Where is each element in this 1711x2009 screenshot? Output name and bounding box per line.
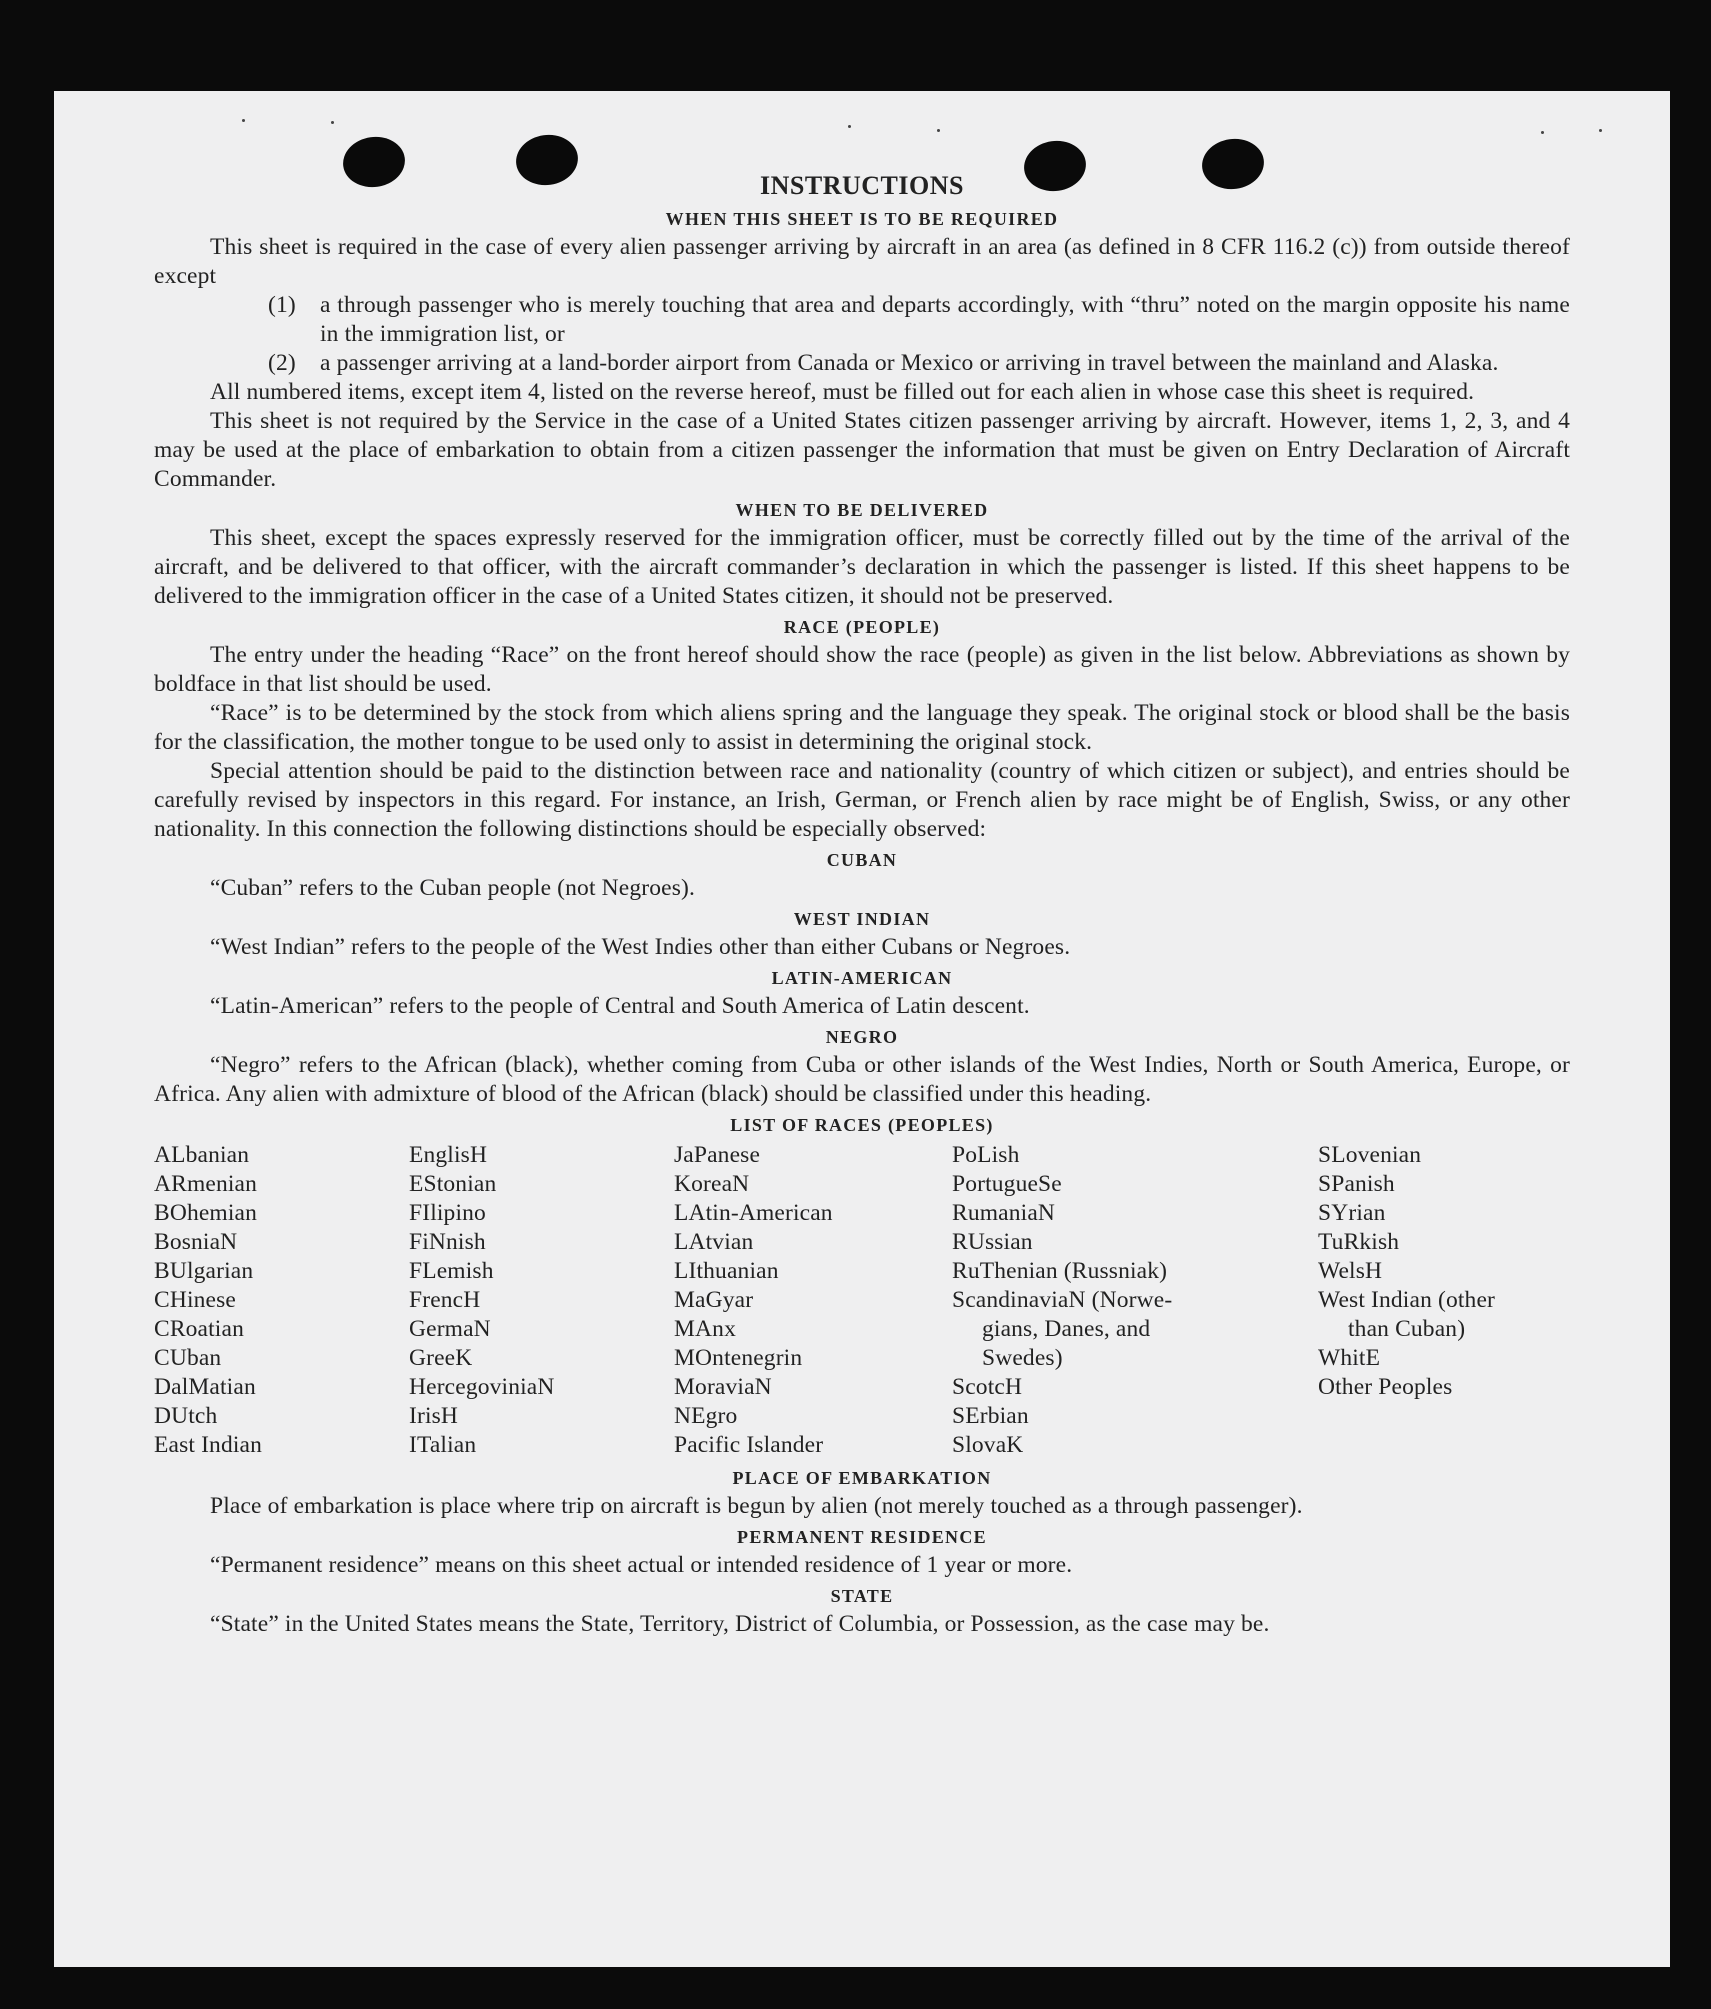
race-entry: DUtch [154, 1403, 218, 1429]
race-entry: CRoatian [154, 1316, 244, 1342]
race-entry: MaGyar [674, 1287, 754, 1313]
races-column [409, 1141, 674, 1460]
paragraph: This sheet, except the spaces expressly reserved for the immigration officer, must be correctly filled out by the time of the arrival of the aircraft, and be delivered to that officer, with the aircraft commander’s declaration in which the passenger is listed. If this sheet happens to be delivered to the immigration officer in the case of a United States citizen, it should not be preserved. [154, 525, 1570, 609]
races-column [674, 1141, 952, 1460]
paragraph: All numbered items, except item 4, listed on the reverse hereof, must be filled out for each alien in whose case this sheet is required. [210, 379, 1475, 405]
race-entry: RUssian [952, 1229, 1033, 1255]
speck [848, 125, 851, 128]
list-item [268, 349, 1570, 378]
race-entry: ScotcH [952, 1374, 1023, 1400]
paragraph: “Race” is to be determined by the stock from which aliens spring and the language they speak. The original stock or blood shall be the basis for the classification, the mother tongue to be used only to assist in determining the original stock. [154, 700, 1570, 755]
paragraph: This sheet is required in the case of every alien passenger arriving by aircraft in an area (as defined in 8 CFR 116.2 (c)) from outside thereof except [154, 234, 1570, 289]
page-title: INSTRUCTIONS [760, 171, 964, 200]
paragraph: “Latin-American” refers to the people of Central and South America of Latin descent. [210, 993, 1030, 1019]
section-heading: WHEN THIS SHEET IS TO BE REQUIRED [665, 209, 1059, 229]
item-number: (2) [268, 350, 296, 376]
paragraph: “Permanent residence” means on this sheet actual or intended residence of 1 year or more. [210, 1552, 1073, 1578]
race-entry: BUlgarian [154, 1258, 254, 1284]
races-list [154, 1141, 1570, 1460]
race-entry: CHinese [154, 1287, 236, 1313]
race-entry: LAtvian [674, 1229, 754, 1255]
section-heading: LIST OF RACES (PEOPLES) [730, 1115, 994, 1135]
race-entry: SErbian [952, 1403, 1029, 1429]
paragraph: “Cuban” refers to the Cuban people (not Negroes). [210, 875, 696, 901]
section-heading: PLACE OF EMBARKATION [732, 1468, 992, 1488]
race-entry: LIthuanian [674, 1258, 779, 1284]
race-entry: KoreaN [674, 1171, 750, 1197]
race-entry: Pacific Islander [674, 1432, 824, 1458]
race-entry: than Cuban) [1348, 1316, 1466, 1342]
race-entry: MOntenegrin [674, 1345, 803, 1371]
race-entry: PoLish [952, 1142, 1020, 1168]
races-column [154, 1141, 409, 1460]
race-entry: CUban [154, 1345, 222, 1371]
section-heading: STATE [830, 1586, 894, 1606]
item-text: a through passenger who is merely touching that area and departs accordingly, with “thru” noted on the margin opposite his name in the immigration list, or [320, 292, 1570, 347]
race-entry: WhitE [1318, 1345, 1381, 1371]
speck [242, 119, 245, 122]
race-entry: Swedes) [982, 1345, 1063, 1371]
section-heading: CUBAN [826, 850, 898, 870]
race-entry: East Indian [154, 1432, 263, 1458]
section-heading: NEGRO [825, 1027, 899, 1047]
item-number: (1) [268, 292, 296, 318]
paragraph: The entry under the heading “Race” on the front hereof should show the race (people) as given in the list below. Abbreviations as shown by boldface in that list should be used. [154, 642, 1570, 697]
race-entry: ITalian [409, 1432, 477, 1458]
race-entry: SPanish [1318, 1171, 1395, 1197]
race-entry: IrisH [409, 1403, 459, 1429]
paragraph: This sheet is not required by the Service in the case of a United States citizen passenger arriving by aircraft. However, items 1, 2, 3, and 4 may be used at the place of embarkation to obtain from a citizen passenger the information that must be given on Entry Declaration of Aircraft Commander. [154, 408, 1570, 492]
race-entry: EnglisH [409, 1142, 488, 1168]
race-entry: ARmenian [154, 1171, 258, 1197]
race-entry: MAnx [674, 1316, 736, 1342]
speck [1541, 131, 1544, 134]
race-entry: SLovenian [1318, 1142, 1422, 1168]
race-entry: BOhemian [154, 1200, 258, 1226]
race-entry: WelsH [1318, 1258, 1383, 1284]
race-entry: EStonian [409, 1171, 497, 1197]
speck [331, 121, 334, 124]
race-entry: MoraviaN [674, 1374, 772, 1400]
race-entry: GreeK [409, 1345, 473, 1371]
race-entry: gians, Danes, and [982, 1316, 1151, 1342]
document-sheet [54, 91, 1670, 1967]
race-entry: SlovaK [952, 1432, 1024, 1458]
race-entry: LAtin-American [674, 1200, 833, 1226]
races-column [1318, 1141, 1570, 1460]
races-column [952, 1141, 1318, 1460]
section-heading: WEST INDIAN [793, 909, 931, 929]
race-entry: NEgro [674, 1403, 738, 1429]
section-heading: PERMANENT RESIDENCE [737, 1527, 987, 1547]
race-entry: TuRkish [1318, 1229, 1400, 1255]
paragraph: Place of embarkation is place where trip on aircraft is begun by alien (not merely touched as a through passenger). [210, 1493, 1303, 1519]
instructions-text [154, 169, 1570, 1639]
paragraph: “State” in the United States means the State, Territory, District of Columbia, or Possession, as the case may be. [210, 1611, 1270, 1637]
race-entry: Other Peoples [1318, 1374, 1453, 1400]
race-entry: FIlipino [409, 1200, 486, 1226]
race-entry: DalMatian [154, 1374, 256, 1400]
speck [1599, 129, 1602, 132]
race-entry: ALbanian [154, 1142, 250, 1168]
paragraph: “West Indian” refers to the people of the West Indies other than either Cubans or Negroes. [210, 934, 1071, 960]
race-entry: FiNnish [409, 1229, 486, 1255]
race-entry: HercegoviniaN [409, 1374, 555, 1400]
race-entry: BosniaN [154, 1229, 238, 1255]
item-text: a passenger arriving at a land-border airport from Canada or Mexico or arriving in travel between the mainland and Alaska. [320, 350, 1499, 376]
race-entry: RumaniaN [952, 1200, 1056, 1226]
race-entry: JaPanese [674, 1142, 761, 1168]
race-entry: West Indian (other [1318, 1287, 1495, 1313]
paragraph: Special attention should be paid to the distinction between race and nationality (country of which citizen or subject), and entries should be carefully revised by inspectors in this regard. For instance, an Irish, German, or French alien by race might be of English, Swiss, or any other nationality. In this connection the following distinctions should be especially observed: [154, 758, 1570, 842]
race-entry: GermaN [409, 1316, 491, 1342]
section-heading: WHEN TO BE DELIVERED [735, 500, 989, 520]
paragraph: “Negro” refers to the African (black), whether coming from Cuba or other islands of the West Indies, North or South America, Europe, or Africa. Any alien with admixture of blood of the African (black) should be classified under this heading. [154, 1052, 1570, 1107]
speck [937, 129, 940, 132]
section-heading: RACE (PEOPLE) [783, 617, 941, 637]
race-entry: SYrian [1318, 1200, 1386, 1226]
section-heading: LATIN-AMERICAN [771, 968, 953, 988]
race-entry: FrencH [409, 1287, 481, 1313]
race-entry: ScandinaviaN (Norwe- [952, 1287, 1173, 1313]
race-entry: RuThenian (Russniak) [952, 1258, 1168, 1284]
race-entry: FLemish [409, 1258, 494, 1284]
list-item [268, 291, 1570, 349]
race-entry: PortugueSe [952, 1171, 1062, 1197]
